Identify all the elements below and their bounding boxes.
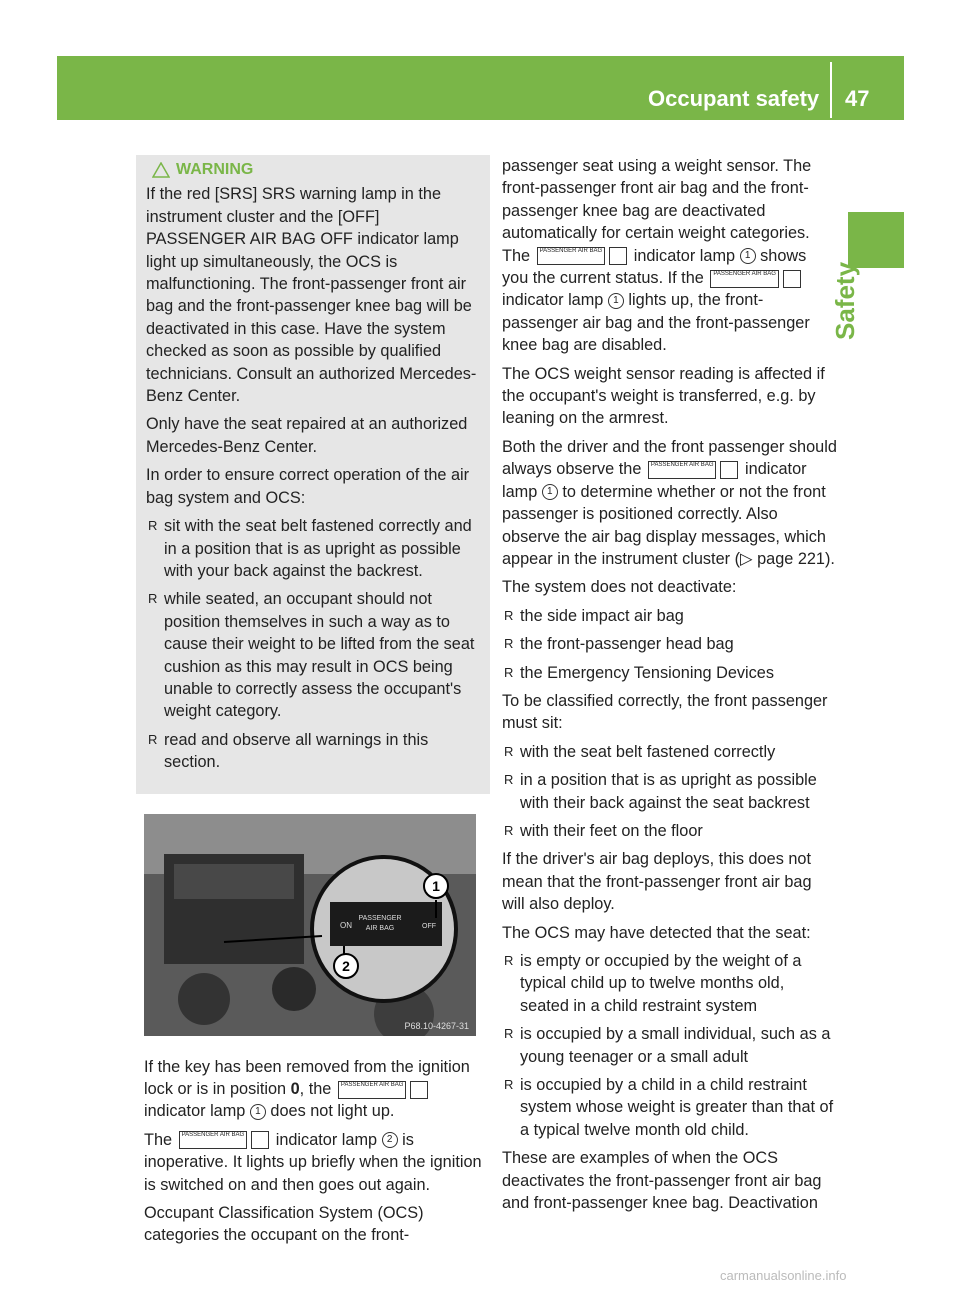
paragraph: Both the driver and the front passenger should always observe the PASSENGER AIR BAG indicator lamp 1 to determine whether or not the front passenger is positioned correctly. Also observe the air bag display messages, which appear in the instrument cluster (▷ page 221). — [502, 437, 837, 568]
paragraph: These are examples of when the OCS deactivates the front-passenger front air bag and front-passenger knee bag. Deactivation — [502, 1149, 822, 1213]
warning-paragraph: In order to ensure correct operation of the air bag system and OCS: — [146, 466, 470, 507]
header-divider — [830, 62, 832, 118]
passenger-airbag-icon: PASSENGER AIR BAG — [537, 247, 606, 265]
list-item: R with the seat belt fastened correctly — [502, 741, 837, 763]
warning-title: WARNING — [146, 159, 482, 181]
list-item: R while seated, an occupant should not position themselves in such a way as to cause their weight to be lifted from the seat cushion as this may result in OCS being unable to correctly assess the occupant's weight category. — [146, 588, 482, 722]
paragraph: The OCS may have detected that the seat: — [502, 923, 811, 942]
paragraph: To be classified correctly, the front passenger must sit: — [502, 691, 828, 733]
page-reference-link[interactable]: page 221). — [757, 549, 835, 568]
section-tab-label: Safety — [830, 261, 860, 340]
page-title: Occupant safety — [648, 86, 820, 111]
dashboard-photo — [144, 814, 476, 1036]
callout-2-icon: 2 — [382, 1132, 398, 1148]
panel-airbag-label: AIR BAG — [365, 924, 395, 932]
warning-paragraph: Only have the seat repaired at an authorized Mercedes-Benz Center. — [146, 415, 468, 456]
paragraph: The OCS weight sensor reading is affected if the occupant's weight is transferred, e.g. by leaning on the armrest. — [502, 364, 825, 428]
airbag-off-icon — [410, 1081, 428, 1099]
passenger-airbag-icon: PASSENGER AIR BAG — [710, 270, 779, 288]
airbag-off-icon — [609, 247, 627, 265]
passenger-airbag-icon: PASSENGER AIR BAG — [338, 1081, 407, 1099]
list-item: R is empty or occupied by the weight of a typical child up to twelve months old, seated in a child restraint system — [502, 950, 837, 1017]
list-item: R is occupied by a small individual, such as a young teenager or a small adult — [502, 1023, 837, 1068]
list-item: R the front-passenger head bag — [502, 633, 837, 655]
warning-box — [136, 155, 490, 794]
callout-1-icon: 1 — [608, 293, 624, 309]
list-item: R is occupied by a child in a child restraint system whose weight is greater than that of a typical twelve month old child. — [502, 1074, 837, 1141]
page-number: 47 — [845, 86, 870, 111]
left-column — [144, 155, 482, 1253]
callout-2: 2 — [342, 957, 350, 974]
warning-paragraph: If the red [SRS] SRS warning lamp in the instrument cluster and the [OFF] PASSENGER AIR BAG OFF indicator lamp light up simultaneously, the OCS is malfunctioning. The front-passenger front air bag and the front-passenger knee bag will be deactivated in this case. Have the system checked as soon as possible by qualified technicians. Consult an authorized Mercedes-Benz Center. — [146, 185, 477, 406]
paragraph: The system does not deactivate: — [502, 578, 737, 597]
photo-code: P68.10-4267-31 — [404, 1020, 469, 1031]
airbag-off-icon — [783, 270, 801, 288]
list-item: R with their feet on the floor — [502, 820, 837, 842]
list-item: R in a position that is as upright as possible with their back against the seat backrest — [502, 769, 837, 814]
callout-1-icon: 1 — [740, 248, 756, 264]
callout-1-icon: 1 — [542, 484, 558, 500]
passenger-airbag-icon: PASSENGER AIR BAG — [179, 1131, 248, 1149]
passenger-airbag-icon: PASSENGER AIR BAG — [648, 461, 717, 479]
panel-passenger-label: PASSENGER — [358, 914, 402, 922]
panel-on-label: ON — [340, 920, 352, 930]
watermark: carmanualsonline.info — [720, 1268, 847, 1283]
paragraph: If the key has been removed from the ignition lock or is in position 0, the PASSENGER AIR BAG indicator lamp 1 does not light up. — [144, 1057, 470, 1121]
paragraph: passenger seat using a weight sensor. The front-passenger front air bag and the front-passenger knee bag are deactivated automatically for certain weight categories. The PASSENGER AIR BAG indicator lamp 1 shows you the current status. If the PASSENGER AIR BAG indicator lamp 1 lights up, the front-passenger air bag and the front-passenger knee bag are disabled. — [502, 157, 812, 355]
paragraph: If the driver's air bag deploys, this does not mean that the front-passenger front air bag will also deploy. — [502, 850, 812, 914]
airbag-off-icon — [720, 461, 738, 479]
airbag-on-icon — [251, 1131, 269, 1149]
list-item: R read and observe all warnings in this section. — [146, 729, 482, 774]
list-item: R the side impact air bag — [502, 605, 837, 627]
paragraph: The PASSENGER AIR BAG indicator lamp 2 is inoperative. It lights up briefly when the ignition is switched on and then goes out again. — [144, 1130, 482, 1194]
right-column — [502, 155, 837, 1220]
page-ref-arrow-icon: ▷ — [740, 549, 753, 568]
callout-1-icon: 1 — [250, 1104, 266, 1120]
warning-triangle-icon — [152, 162, 170, 178]
list-item: R sit with the seat belt fastened correctly and in a position that is as upright as possible with your back against the backrest. — [146, 515, 482, 582]
paragraph: Occupant Classification System (OCS) categories the occupant on the front- — [144, 1204, 424, 1245]
panel-off-label: OFF — [422, 922, 436, 930]
list-item: R the Emergency Tensioning Devices — [502, 662, 837, 684]
callout-1: 1 — [432, 877, 440, 894]
